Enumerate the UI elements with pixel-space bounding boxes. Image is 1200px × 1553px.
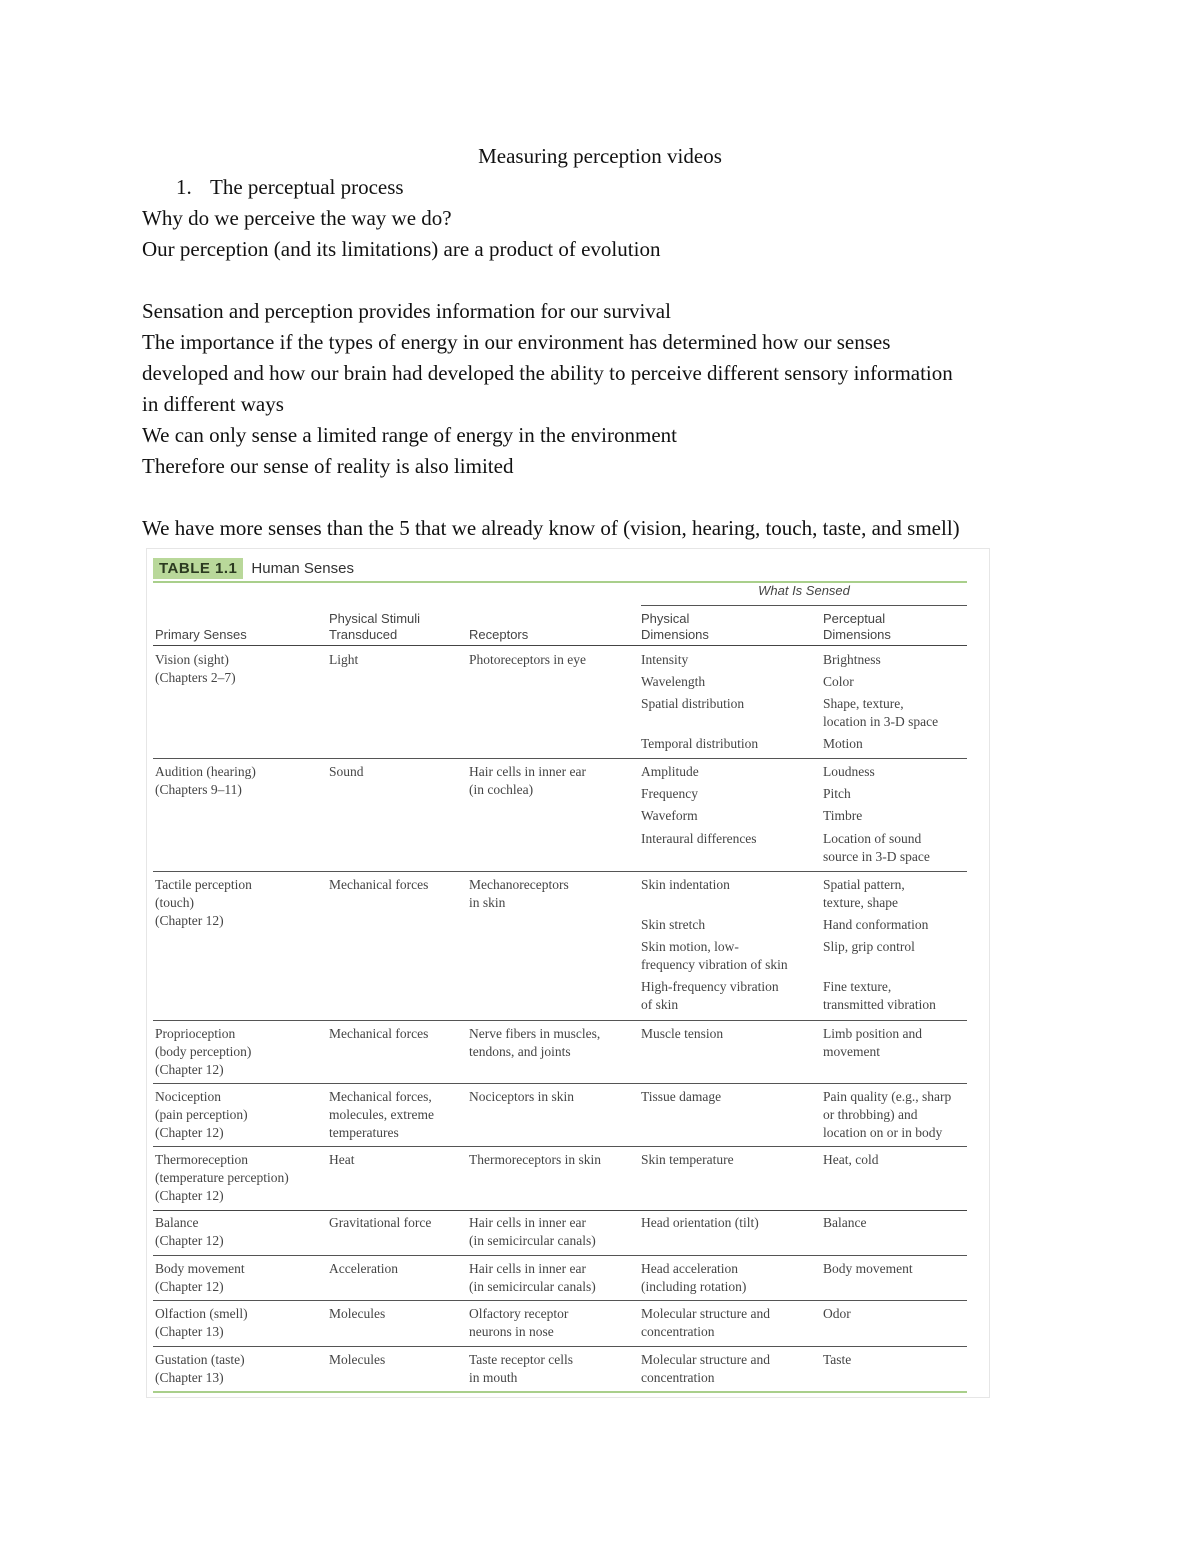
cell-perceptual-dimension: Shape, texture, location in 3-D space [823,696,939,729]
cell-physical-stimuli: Sound [329,764,364,779]
cell-physical-dimension: Skin indentation [641,877,730,892]
cell-primary-sense: Olfaction (smell) (Chapter 13) [155,1306,248,1339]
table-badge: TABLE 1.1 [153,558,243,579]
cell-physical-dimension: Head acceleration (including rotation) [641,1261,747,1294]
header-rule [153,645,967,646]
cell-perceptual-dimension: Body movement [823,1261,913,1276]
table-bottom-rule [153,1391,967,1393]
cell-receptors: Nociceptors in skin [469,1089,574,1104]
cell-physical-stimuli: Gravitational force [329,1215,432,1230]
row-rule [153,1083,967,1084]
cell-physical-dimension: Amplitude [641,764,699,779]
cell-physical-stimuli: Heat [329,1152,355,1167]
cell-receptors: Hair cells in inner ear (in semicircular canals) [469,1215,596,1248]
paragraph: Why do we perceive the way we do? [142,206,452,230]
cell-physical-dimension: Frequency [641,786,698,801]
cell-physical-dimension: High-frequency vibration of skin [641,979,779,1012]
row-rule [153,871,967,872]
row-rule [153,758,967,759]
table-caption [153,557,354,579]
cell-receptors: Thermoreceptors in skin [469,1152,601,1167]
cell-perceptual-dimension: Motion [823,736,863,751]
page-title: Measuring perception videos [478,144,722,168]
human-senses-table [146,548,990,1398]
row-rule [153,1300,967,1301]
cell-physical-dimension: Skin motion, low- frequency vibration of skin [641,939,788,972]
row-rule [153,1346,967,1347]
cell-perceptual-dimension: Slip, grip control [823,939,915,954]
paragraph: developed and how our brain had developed the ability to perceive different sensory information [142,361,953,385]
paragraph: Therefore our sense of reality is also limited [142,454,514,478]
cell-perceptual-dimension: Fine texture, transmitted vibration [823,979,936,1012]
paragraph: in different ways [142,392,284,416]
cell-perceptual-dimension: Spatial pattern, texture, shape [823,877,905,910]
cell-perceptual-dimension: Heat, cold [823,1152,879,1167]
row-rule [153,1020,967,1021]
cell-primary-sense: Gustation (taste) (Chapter 13) [155,1352,245,1385]
cell-perceptual-dimension: Loudness [823,764,875,779]
cell-physical-dimension: Wavelength [641,674,706,689]
cell-physical-dimension: Skin stretch [641,917,706,932]
cell-physical-dimension: Waveform [641,808,698,823]
paragraph: The importance if the types of energy in our environment has determined how our senses [142,330,891,354]
header-perceptual-dimensions: Perceptual Dimensions [823,611,891,642]
cell-receptors: Taste receptor cells in mouth [469,1352,573,1385]
cell-physical-dimension: Intensity [641,652,689,667]
cell-receptors: Mechanoreceptors in skin [469,877,569,910]
header-receptors: Receptors [469,627,529,642]
header-physical-dimensions: Physical Dimensions [641,611,709,642]
cell-receptors: Hair cells in inner ear (in cochlea) [469,764,586,797]
cell-perceptual-dimension: Odor [823,1306,851,1321]
cell-physical-dimension: Temporal distribution [641,736,759,751]
row-rule [153,1255,967,1256]
what-is-sensed-header: What Is Sensed [758,583,850,598]
cell-physical-stimuli: Acceleration [329,1261,398,1276]
cell-primary-sense: Body movement (Chapter 12) [155,1261,245,1294]
cell-physical-stimuli: Molecules [329,1306,386,1321]
cell-primary-sense: Balance (Chapter 12) [155,1215,224,1248]
cell-perceptual-dimension: Location of sound source in 3-D space [823,831,930,864]
cell-primary-sense: Thermoreception (temperature perception) (Chapter 12) [155,1152,289,1203]
row-rule [153,1210,967,1211]
paragraph: We can only sense a limited range of energy in the environment [142,423,677,447]
cell-physical-stimuli: Light [329,652,359,667]
cell-perceptual-dimension: Taste [823,1352,852,1367]
cell-physical-dimension: Molecular structure and concentration [641,1352,770,1385]
header-primary-senses: Primary Senses [155,627,247,642]
paragraph: Sensation and perception provides information for our survival [142,299,671,323]
cell-physical-dimension: Spatial distribution [641,696,745,711]
cell-primary-sense: Vision (sight) (Chapters 2–7) [155,652,236,685]
cell-primary-sense: Proprioception (body perception) (Chapter 12) [155,1026,252,1077]
cell-receptors: Olfactory receptor neurons in nose [469,1306,569,1339]
cell-physical-dimension: Interaural differences [641,831,757,846]
cell-physical-dimension: Head orientation (tilt) [641,1215,759,1230]
cell-perceptual-dimension: Pain quality (e.g., sharp or throbbing) and location on or in body [823,1089,952,1140]
table-title: Human Senses [251,559,354,577]
cell-physical-dimension: Skin temperature [641,1152,734,1167]
cell-receptors: Nerve fibers in muscles, tendons, and joints [469,1026,601,1059]
header-physical-stimuli: Physical Stimuli Transduced [329,611,421,642]
cell-physical-dimension: Molecular structure and concentration [641,1306,770,1339]
cell-primary-sense: Tactile perception (touch) (Chapter 12) [155,877,252,928]
row-rule [153,1146,967,1147]
paragraph: We have more senses than the 5 that we already know of (vision, hearing, touch, taste, and smell) [142,516,960,540]
list-item [176,173,404,201]
cell-primary-sense: Nociception (pain perception) (Chapter 12) [155,1089,248,1140]
cell-perceptual-dimension: Hand conformation [823,917,929,932]
cell-receptors: Photoreceptors in eye [469,652,586,667]
cell-physical-dimension: Tissue damage [641,1089,722,1104]
cell-physical-stimuli: Mechanical forces [329,1026,429,1041]
cell-physical-dimension: Muscle tension [641,1026,724,1041]
cell-physical-stimuli: Mechanical forces [329,877,429,892]
cell-physical-stimuli: Molecules [329,1352,386,1367]
what-is-sensed-rule [641,605,967,606]
cell-perceptual-dimension: Brightness [823,652,881,667]
cell-perceptual-dimension: Limb position and movement [823,1026,922,1059]
cell-physical-stimuli: Mechanical forces, molecules, extreme temperatures [329,1089,434,1140]
cell-receptors: Hair cells in inner ear (in semicircular canals) [469,1261,596,1294]
cell-perceptual-dimension: Color [823,674,854,689]
cell-perceptual-dimension: Timbre [823,808,863,823]
cell-perceptual-dimension: Balance [823,1215,867,1230]
list-text: The perceptual process [210,175,404,199]
paragraph: Our perception (and its limitations) are a product of evolution [142,237,661,261]
cell-perceptual-dimension: Pitch [823,786,851,801]
cell-primary-sense: Audition (hearing) (Chapters 9–11) [155,764,256,797]
list-number: 1. [176,175,192,199]
